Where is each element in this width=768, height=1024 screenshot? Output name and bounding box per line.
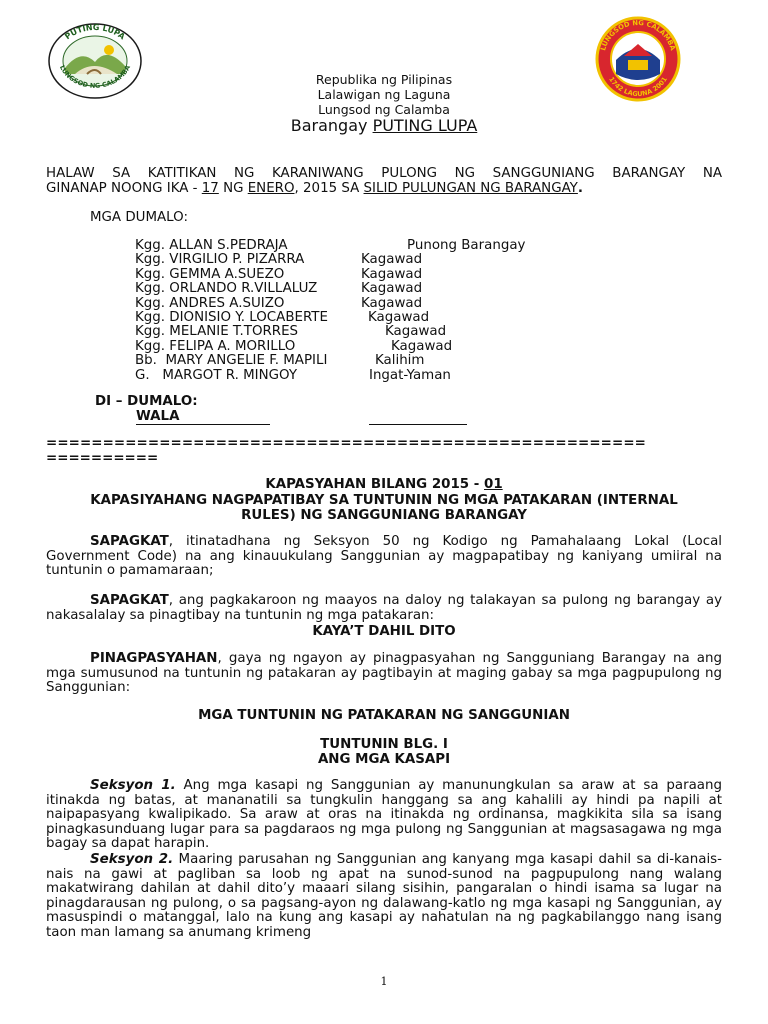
resolution-title-2: RULES) NG SANGGUNIANG BARANGAY	[241, 508, 527, 523]
absent-label: DI – DUMALO:	[95, 394, 198, 409]
absent-value: WALA	[136, 409, 270, 425]
member-name: G. MARGOT R. MINGOY	[135, 367, 297, 383]
header-republic: Republika ng Pilipinas	[315, 72, 453, 87]
member-name: Kgg. ALLAN S.PEDRAJA	[135, 238, 288, 253]
member-name: Kgg. GEMMA A.SUEZO	[135, 266, 285, 282]
divider-line-2: ==========	[46, 451, 159, 466]
barangay-prefix: Barangay	[290, 116, 373, 135]
member-name: Kgg. FELIPA A. MORILLO	[135, 338, 296, 354]
member-role: Kagawad	[361, 295, 423, 311]
barangay-name: PUTING LUPA	[372, 116, 478, 135]
seal-year-1742: 1742	[607, 75, 625, 94]
member-role: Kagawad	[391, 338, 453, 354]
member-name: Kgg. VIRGILIO P. PIZARRA	[135, 252, 305, 268]
therefore-heading: KAYA’T DAHIL DITO	[312, 624, 456, 639]
seal-laguna-text: LAGUNA	[622, 87, 654, 99]
rule-title: ANG MGA KASAPI	[317, 752, 451, 767]
signature-line	[369, 424, 467, 425]
member-name: Kgg. MELANIE T.TORRES	[135, 324, 299, 340]
minutes-line-2: GINANAP NOONG IKA - 17 NG ENERO, 2015 SA SILID PULUNGAN NG BARANGAY.	[46, 181, 583, 196]
resolution-number-value: 01	[484, 477, 503, 492]
header-city: Lungsod ng Calamba	[318, 102, 450, 117]
rules-heading: MGA TUNTUNIN NG PATAKARAN NG SANGGUNIAN	[198, 708, 570, 723]
member-role: Kagawad	[361, 281, 423, 297]
whereas-clause-2: SAPAGKAT, ang pagkakaroon ng maayos na daloy ng talakayan sa pulong ng barangay ay nakasalalay sa pinagtibay na tuntunin ng mga patakaran:	[46, 593, 722, 623]
meeting-day: 17	[201, 181, 219, 196]
member-name: Kgg. ORLANDO R.VILLALUZ	[135, 281, 318, 297]
member-role: Kagawad	[368, 310, 430, 325]
present-label: MGA DUMALO:	[90, 210, 188, 225]
svg-text:LUNGSOD NG CALAMBA	[599, 19, 677, 52]
divider-line-1: =====================================================	[46, 436, 646, 451]
meeting-month: ENERO	[247, 181, 295, 196]
resolution-title-1: KAPASIYAHANG NAGPAPATIBAY SA TUNTUNIN NG MGA PATAKARAN (INTERNAL	[90, 493, 678, 508]
minutes-line-1: HALAW SA KATITIKAN NG KARANIWANG PULONG NG SANGGUNIANG BARANGAY NA	[46, 166, 722, 181]
member-role: Kagawad	[361, 252, 423, 268]
seal-year-2001: 2001	[651, 75, 669, 94]
seal-bottom-text: LUNGSOD NG CALAMBA	[57, 63, 133, 90]
rule-number: TUNTUNIN BLG. I	[320, 737, 448, 752]
meeting-place: SILID PULUNGAN NG BARANGAY	[363, 181, 578, 196]
member-role: Kalihim	[375, 353, 425, 369]
member-role: Kagawad	[385, 324, 447, 340]
section-1: Seksyon 1. Ang mga kasapi ng Sanggunian ay manunungkulan sa araw at sa paraang itinakda ng batas, at mananatili sa tungkulin hanggang sa ang kahalili ay hindi pa napili at naipapasyang kwalipikado. Sa araw at oras na itinakda ng ordinansa, magkikita sila sa isang pinagkasunduang lugar para sa pagdaraos ng mga pulong ng Sanggunian at magsasagawa ng mga bagay sa dapat harapin.	[46, 778, 722, 852]
member-role: Kagawad	[361, 266, 423, 282]
member-name: Kgg. DIONISIO Y. LOCABERTE	[135, 310, 328, 325]
page-number: 1	[380, 975, 388, 988]
whereas-clause-1: SAPAGKAT, itinatadhana ng Seksyon 50 ng Kodigo ng Pamahalaang Lokal (Local Government Code) na ang kinauukulang Sanggunian ay magpapatibay ng kaniyang umiiral na tuntunin o pamamaraan;	[46, 534, 722, 579]
member-role: Punong Barangay	[407, 238, 526, 253]
header-province: Lalawigan ng Laguna	[317, 87, 451, 102]
section-2: Seksyon 2. Maaring parusahan ng Sanggunian ang kanyang mga kasapi dahil sa di-kanais-nais na gawi at pagliban sa loob ng apat na sunod-sunod na pagpupulong nang walang makatwirang dahilan at dahil dito’y maaari silang sisihin, pangaralan o hindi isama sa lugar na pinagdarausan ng pulong, o sa pagsang-ayon ng dalawang-katlo ng mga kasapi ng Sanggunian, ay masuspindi o matanggal, lalo na kung ang kasapi ay nahatulan na ng pagkabilanggo nang isang taon man lamang sa anumang krimeng	[46, 853, 722, 940]
resolved-clause: PINAGPASYAHAN, gaya ng ngayon ay pinagpasyahan ng Sangguniang Barangay na ang mga sumusunod na tuntunin ng patakaran ay pagtibayin at maging gabay sa mga pagpupulong ng Sanggunian:	[46, 651, 722, 696]
member-role: Ingat-Yaman	[369, 367, 451, 383]
resolution-number: KAPASYAHAN BILANG 2015 - 01	[265, 477, 503, 492]
member-name: Bb. MARY ANGELIE F. MAPILI	[135, 353, 328, 369]
seal-top-text: PUTING LUPA	[63, 22, 127, 42]
member-name: Kgg. ANDRES A.SUIZO	[135, 295, 285, 311]
svg-text:PUTING LUPA	[63, 23, 127, 42]
seal-city-text: LUNGSOD NG CALAMBA	[599, 18, 677, 52]
header-barangay	[0, 116, 768, 135]
